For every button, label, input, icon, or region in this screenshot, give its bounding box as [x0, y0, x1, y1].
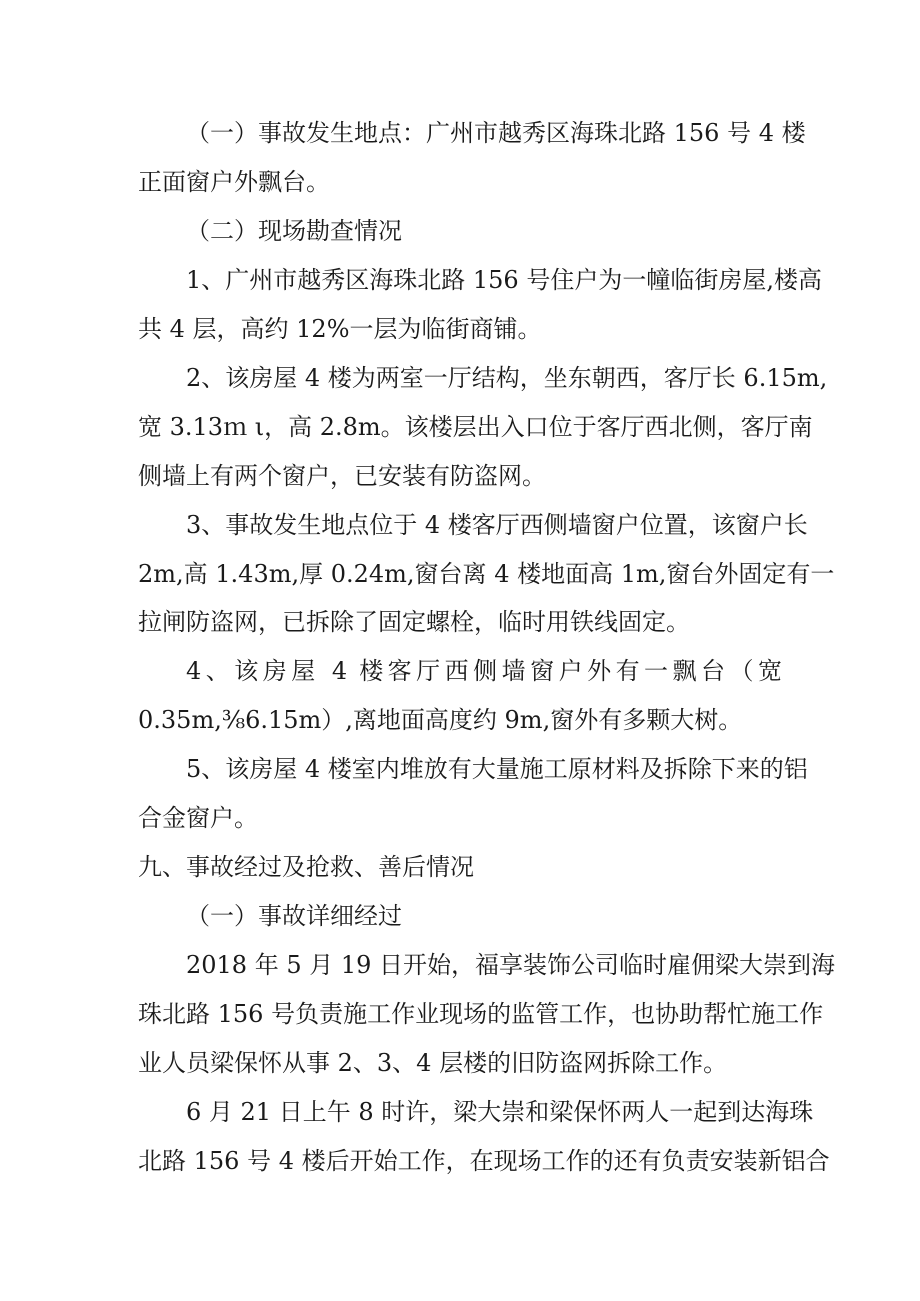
text-line: （一）事故发生地点：广州市越秀区海珠北路 156 号 4 楼: [186, 119, 806, 147]
text-line: 0.35m,⅜6.15m）,离地面高度约 9m,窗外有多颗大树。: [138, 706, 743, 734]
text-line: 北路 156 号 4 楼后开始工作，在现场工作的还有负责安装新铝合: [138, 1147, 830, 1175]
text-line: 3、事故发生地点位于 4 楼客厅西侧墙窗户位置，该窗户长: [186, 511, 808, 539]
text-line: 正面窗户外飘台。: [138, 168, 330, 196]
text-line: 2m,高 1.43m,厚 0.24m,窗台离 4 楼地面高 1m,窗台外固定有一: [138, 560, 835, 588]
section-heading: （一）事故详细经过: [186, 902, 402, 930]
text-line: 共 4 层，高约 12%一层为临街商铺。: [138, 315, 542, 343]
text-line: 6 月 21 日上午 8 时许，梁大崇和梁保怀两人一起到达海珠: [186, 1098, 814, 1126]
section-heading: 九、事故经过及抢救、善后情况: [138, 853, 474, 881]
text-line: 珠北路 156 号负责施工作业现场的监管工作，也协助帮忙施工作: [138, 1000, 824, 1028]
text-line: 侧墙上有两个窗户，已安装有防盗网。: [138, 462, 546, 490]
section-heading: （二）现场勘查情况: [186, 217, 402, 245]
text-line: 2、该房屋 4 楼为两室一厅结构，坐东朝西，客厅长 6.15m,: [186, 364, 828, 392]
text-line: 4、该房屋 4 楼客厅西侧墙窗户外有一飘台（宽: [186, 657, 782, 685]
text-line: 5、该房屋 4 楼室内堆放有大量施工原材料及拆除下来的铝: [186, 755, 808, 783]
text-line: 合金窗户。: [138, 804, 258, 832]
text-line: 业人员梁保怀从事 2、3、4 层楼的旧防盗网拆除工作。: [138, 1049, 728, 1077]
text-line: 宽 3.13ｍ ι，高 2.8m。该楼层出入口位于客厅西北侧，客厅南: [138, 413, 813, 441]
text-line: 拉闸防盗网，已拆除了固定螺栓，临时用铁线固定。: [138, 608, 690, 636]
text-line: 1、广州市越秀区海珠北路 156 号住户为一幢临街房屋,楼高: [186, 266, 822, 294]
text-line: 2018 年 5 月 19 日开始，福享装饰公司临时雇佣梁大崇到海: [186, 951, 836, 979]
